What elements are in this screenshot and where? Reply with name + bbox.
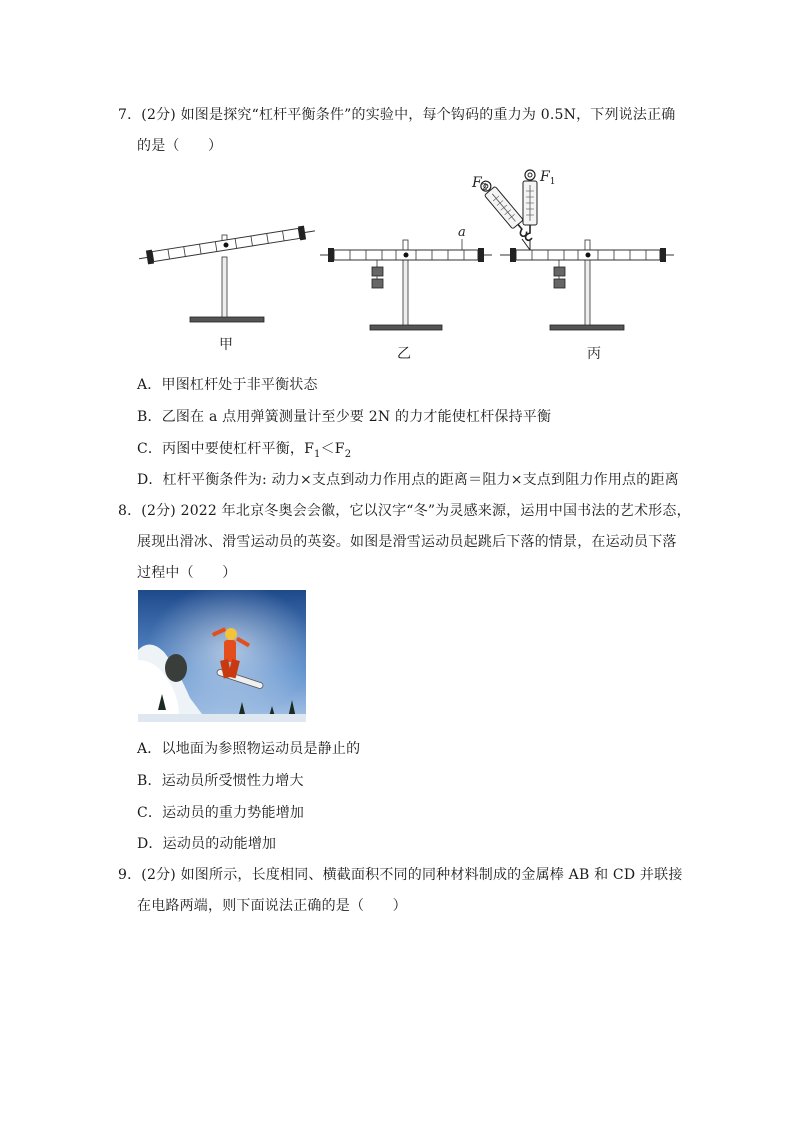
spring-scale-f1 (523, 170, 537, 250)
q7-option-c: C．丙图中要使杠杆平衡，$F_1<F_2$ (137, 441, 352, 460)
q9-stem-line2: 在电路两端，则下面说法正确的是（ ） (137, 898, 407, 914)
figure-label-bing: 丙 (587, 346, 601, 362)
lever-jia (138, 224, 316, 322)
q8-stem-line2: 展现出滑冰、滑雪运动员的英姿。如图是滑雪运动员起跳后下落的情景，在运动员下落 (137, 534, 677, 550)
q8-option-b: B．运动员所受惯性力增大 (137, 773, 304, 789)
q9-stem-line1: 9．(2分) 如图所示，长度相同、横截面积不同的同种材料制成的金属棒 AB 和 CD 并联接 (118, 867, 683, 883)
q7-option-b: B．乙图在 a 点用弹簧测量计至少要 2N 的力才能使杠杆保持平衡 (137, 409, 552, 425)
q8-stem-line1: 8．(2分) 2022 年北京冬奥会会徽，它以汉字“冬”为灵感来源，运用中国书法的艺术形态， (118, 503, 691, 519)
q8-option-d: D．运动员的动能增加 (137, 836, 277, 852)
lever-bing (471, 169, 674, 330)
q8-option-c: C．运动员的重力势能增加 (137, 805, 305, 821)
q7-stem-line1: 7．(2分) 如图是探究“杠杆平衡条件”的实验中，每个钩码的重力为 0.5N，下列说法正确 (118, 107, 676, 123)
snowboarder-photo (138, 590, 306, 722)
f2-label: $F_2$ (472, 175, 488, 193)
figure-label-yi: 乙 (397, 346, 411, 362)
lever-yi (320, 225, 492, 330)
point-a-label: a (458, 225, 466, 240)
f1-label: $F_1$ (540, 169, 556, 187)
q7-stem-line2: 的是（ ） (137, 138, 223, 154)
figure-label-jia: 甲 (219, 337, 233, 353)
q7-option-a: A．甲图杠杆处于非平衡状态 (137, 377, 318, 393)
q8-option-a: A．以地面为参照物运动员是静止的 (137, 741, 361, 757)
q8-stem-line3: 过程中（ ） (137, 565, 237, 581)
q7-option-d: D．杠杆平衡条件为: 动力×支点到动力作用点的距离＝阻力×支点到阻力作用点的距离 (137, 472, 679, 488)
